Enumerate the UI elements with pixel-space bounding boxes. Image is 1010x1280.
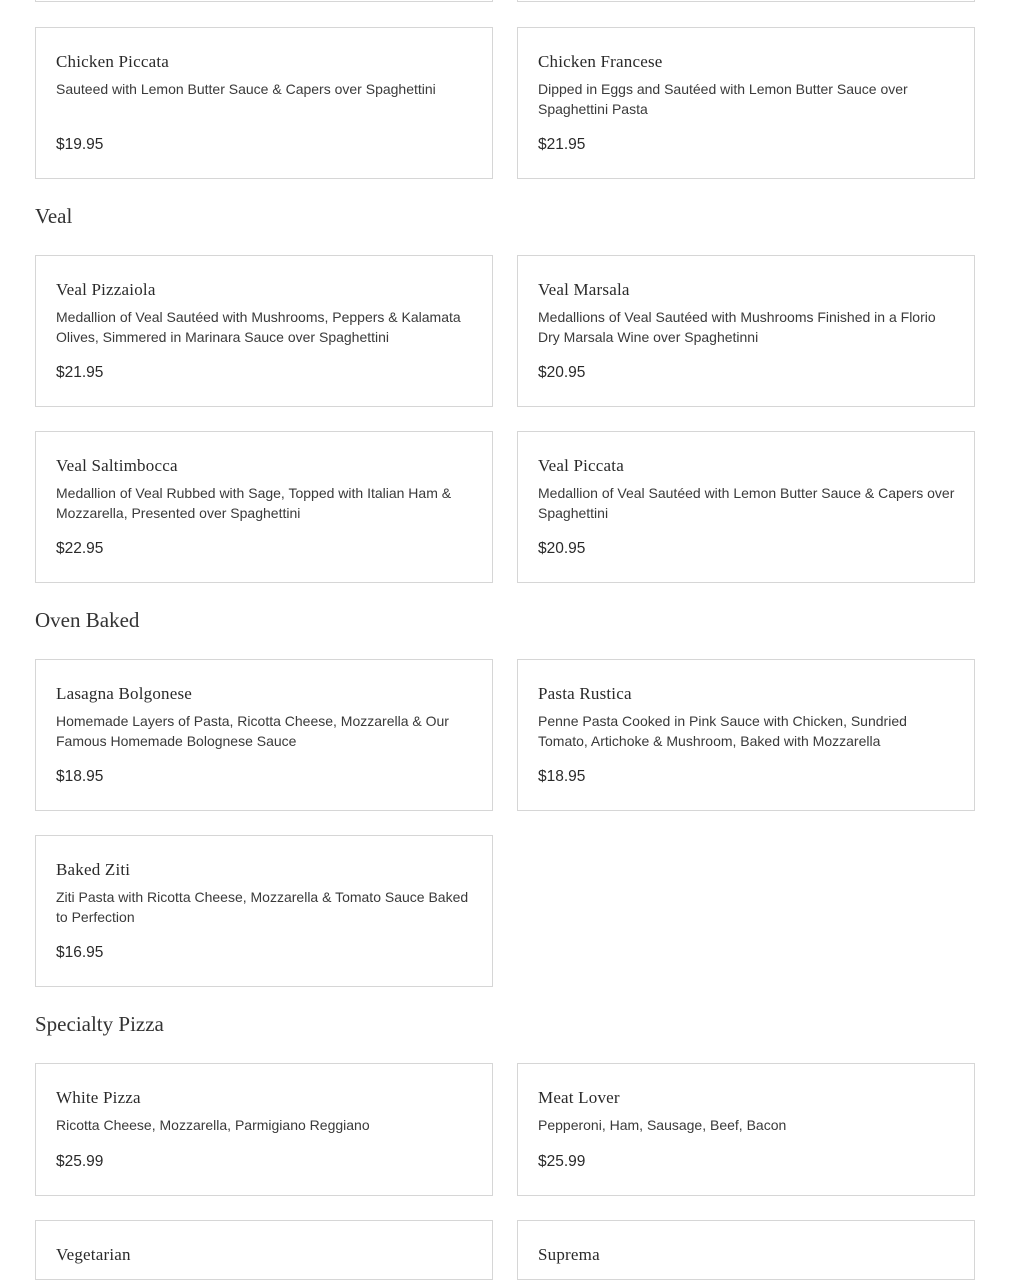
- menu-item-description: Penne Pasta Cooked in Pink Sauce with Chicken, Sundried Tomato, Artichoke & Mushroom, Baked with Mozzarella: [538, 713, 907, 749]
- menu-item-price: $18.95: [56, 768, 104, 785]
- menu-item-name: Veal Piccata: [538, 456, 624, 475]
- menu-item-card[interactable]: [35, 431, 493, 583]
- section-title-specialty-pizza: Specialty Pizza: [35, 1012, 164, 1036]
- menu-item-price: $21.95: [538, 136, 586, 153]
- menu-item-name: Chicken Francese: [538, 52, 663, 71]
- menu-item-price: $18.95: [538, 768, 586, 785]
- menu-item-card[interactable]: [517, 1063, 975, 1196]
- menu-item-name: Baked Ziti: [56, 860, 131, 879]
- menu-item-card[interactable]: [35, 835, 493, 987]
- menu-item-card[interactable]: [35, 659, 493, 811]
- menu-item-card[interactable]: [517, 255, 975, 407]
- menu-item-price: $19.95: [56, 136, 104, 153]
- menu-item-name: Veal Saltimbocca: [56, 456, 178, 475]
- menu-item-price: $20.95: [538, 364, 586, 381]
- menu-item-name: Veal Pizzaiola: [56, 280, 156, 299]
- menu-item-price: $20.95: [538, 540, 586, 557]
- menu-item-card-partial: [35, 0, 493, 2]
- menu-item-description: Medallion of Veal Sautéed with Lemon Butter Sauce & Capers over Spaghettini: [538, 485, 955, 521]
- menu-item-description: Homemade Layers of Pasta, Ricotta Cheese, Mozzarella & Our Famous Homemade Bolognese Sauce: [56, 713, 449, 749]
- menu-item-card-partial: [517, 0, 975, 2]
- section-title-oven-baked: Oven Baked: [35, 608, 140, 632]
- menu-item-card[interactable]: [517, 27, 975, 179]
- menu-item-price: $16.95: [56, 944, 104, 961]
- section-title-veal: Veal: [35, 204, 73, 228]
- menu-item-card[interactable]: [35, 1063, 493, 1196]
- menu-item-price: $21.95: [56, 364, 104, 381]
- menu-item-name: Veal Marsala: [538, 280, 630, 299]
- menu-item-description: Pepperoni, Ham, Sausage, Beef, Bacon: [538, 1117, 787, 1133]
- menu-item-card[interactable]: [35, 1220, 493, 1280]
- menu-item-description: Ziti Pasta with Ricotta Cheese, Mozzarella & Tomato Sauce Baked to Perfection: [56, 889, 469, 925]
- menu-item-description: Sauteed with Lemon Butter Sauce & Capers over Spaghettini: [56, 81, 436, 97]
- menu-item-name: White Pizza: [56, 1088, 141, 1107]
- menu-item-description: Medallion of Veal Rubbed with Sage, Topped with Italian Ham & Mozzarella, Presented over Spaghettini: [56, 485, 452, 521]
- menu-item-price: $25.99: [538, 1153, 586, 1170]
- menu-item-name: Meat Lover: [538, 1088, 620, 1107]
- menu-item-card[interactable]: [35, 27, 493, 179]
- menu-item-price: $22.95: [56, 540, 104, 557]
- menu-item-name: Suprema: [538, 1245, 600, 1264]
- menu-item-name: Lasagna Bolgonese: [56, 684, 193, 703]
- menu-item-description: Ricotta Cheese, Mozzarella, Parmigiano Reggiano: [56, 1117, 370, 1133]
- menu-item-name: Pasta Rustica: [538, 684, 632, 703]
- menu-item-description: Medallion of Veal Sautéed with Mushrooms, Peppers & Kalamata Olives, Simmered in Marinara Sauce over Spaghettini: [56, 309, 461, 345]
- menu-item-card[interactable]: [517, 1220, 975, 1280]
- menu-item-card[interactable]: [35, 255, 493, 407]
- menu-item-price: $25.99: [56, 1153, 104, 1170]
- menu-item-description: Medallions of Veal Sautéed with Mushrooms Finished in a Florio Dry Marsala Wine over Spaghetinni: [538, 309, 936, 345]
- menu-item-card[interactable]: [517, 659, 975, 811]
- menu-item-name: Vegetarian: [56, 1245, 131, 1264]
- menu-item-name: Chicken Piccata: [56, 52, 169, 71]
- menu-item-card[interactable]: [517, 431, 975, 583]
- menu-item-description: Dipped in Eggs and Sautéed with Lemon Butter Sauce over Spaghettini Pasta: [538, 81, 908, 117]
